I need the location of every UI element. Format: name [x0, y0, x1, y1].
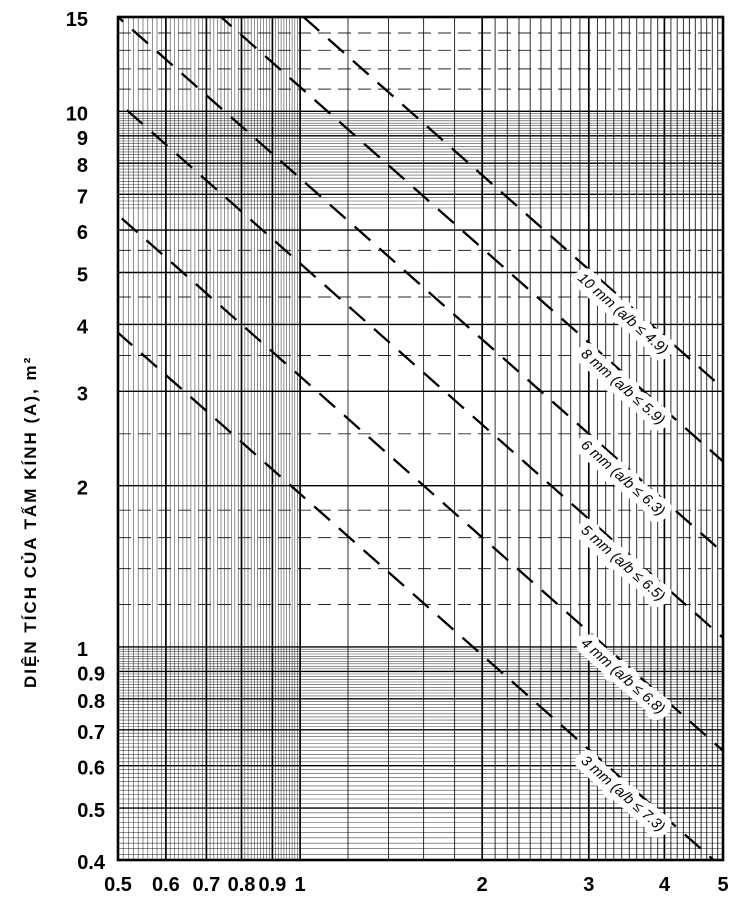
x-tick-label: 5	[717, 874, 729, 896]
y-tick-label: 6	[76, 222, 88, 245]
series-label-5mm: 5 mm (a/b ≤ 6.5)	[577, 522, 668, 605]
x-tick-label: 3	[583, 874, 595, 896]
y-tick-label: 15	[65, 9, 88, 31]
y-tick-label: 2	[76, 477, 88, 500]
y-tick-label: 10	[65, 103, 88, 126]
grid-minor-layer	[118, 17, 723, 860]
series-label-10mm: 10 mm (a/b ≤ 4.9)	[574, 270, 671, 358]
series-label-8mm: 8 mm (a/b ≤ 5.9)	[577, 346, 668, 429]
y-axis-title: DIỆN TÍCH CỦA TẤM KÍNH (A), m²	[21, 355, 40, 688]
y-tick-label: 0.7	[77, 721, 105, 744]
y-tick-label: 1	[76, 638, 88, 661]
x-tick-label: 4	[658, 874, 670, 896]
x-tick-label: 0.6	[151, 874, 180, 896]
series-label-6mm: 6 mm (a/b ≤ 6.3)	[577, 437, 668, 520]
series-line-10mm	[304, 17, 724, 388]
y-tick-label: 0.6	[77, 757, 105, 780]
y-tick-label: 8	[76, 155, 88, 178]
y-tick-labels	[66, 9, 106, 874]
x-tick-label: 1	[294, 874, 306, 896]
series-line-5mm	[118, 102, 723, 638]
series-label-4mm: 4 mm (a/b ≤ 6.8)	[577, 635, 668, 718]
x-tick-label: 0.9	[258, 874, 287, 896]
x-tick-label: 0.7	[192, 874, 221, 896]
series-line-8mm	[221, 17, 723, 461]
y-tick-label: 4	[76, 316, 88, 339]
series-line-6mm	[118, 17, 723, 553]
series-label-3mm: 3 mm (a/b ≤ 7.3)	[577, 752, 668, 836]
y-tick-label: 0.8	[77, 690, 105, 713]
y-tick-label: 5	[76, 264, 88, 287]
y-tick-label: 7	[76, 186, 88, 209]
x-tick-label: 0.5	[104, 874, 132, 896]
y-tick-label: 9	[76, 127, 88, 150]
y-tick-label: 3	[76, 383, 88, 406]
x-tick-labels	[104, 874, 728, 896]
y-tick-label: 0.9	[77, 663, 105, 686]
y-tick-label: 0.4	[77, 852, 105, 874]
x-tick-label: 0.8	[227, 874, 256, 896]
y-tick-label: 0.5	[77, 800, 105, 823]
x-tick-label: 2	[476, 874, 488, 896]
series-line-3mm	[118, 333, 714, 860]
